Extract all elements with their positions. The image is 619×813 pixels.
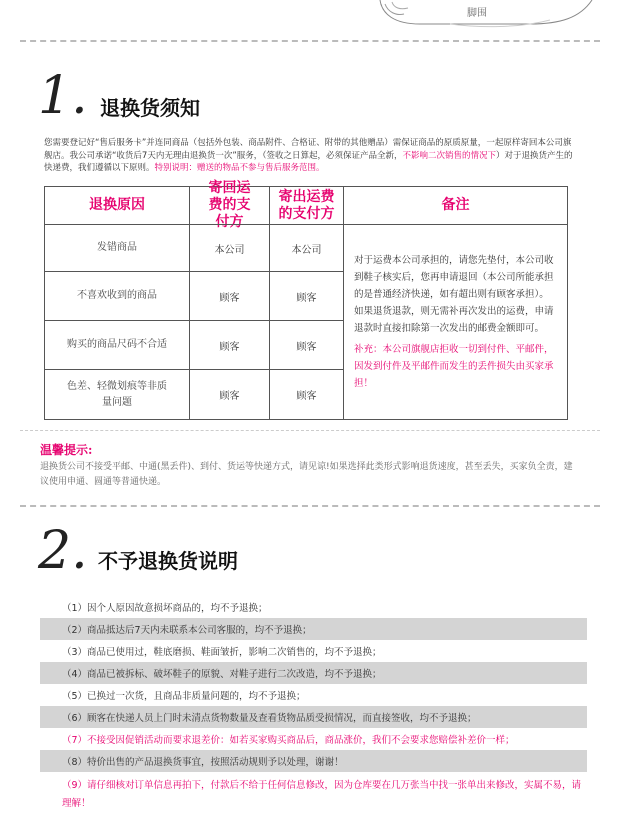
header-send-fee: 寄出运费的支付方 <box>269 186 344 225</box>
rule-item <box>40 772 587 812</box>
rule-item <box>40 750 587 772</box>
rule-text: （2）商品抵达后7天内未联系本公司客服的，均不予退换； <box>62 625 312 636</box>
rule-text: （5）已换过一次货，且商品非质量问题的，均不予退换； <box>62 691 306 702</box>
row-send-fee: 顾客 <box>269 320 344 370</box>
intro-text: 您需要登记好“售后服务卡”并连同商品（包括外包装、商品附件、合格证、附带的其他赠品）需保证商品的原质原量，一起原样寄回本公司旗舰店。我公司承诺“收货后7天内无理由退换货一次”服务，（签收之日算起，必须保证产品全新， <box>44 138 572 161</box>
rule-item <box>40 706 587 728</box>
rule-item <box>40 596 587 618</box>
row-return-fee: 顾客 <box>189 369 270 420</box>
rule-item <box>40 618 587 640</box>
intro-highlight: 不影响二次销售的情况下 <box>402 150 496 161</box>
section-1-title: 退换货须知 <box>100 96 200 120</box>
rule-text: （4）商品已被拆标、破坏鞋子的原貌、对鞋子进行二次改造，均不予退换； <box>62 669 382 680</box>
header-return-fee: 寄回运费的支付方 <box>189 186 270 225</box>
row-send-fee: 顾客 <box>269 369 344 420</box>
rule-text: （3）商品已使用过，鞋底磨损、鞋面皱折，影响二次销售的，均不予退换； <box>62 647 382 658</box>
row-reason: 不喜欢收到的商品 <box>44 271 190 321</box>
note-cell <box>343 224 568 420</box>
rule-item <box>40 640 587 662</box>
row-reason: 发错商品 <box>44 224 190 272</box>
tips-title: 温馨提示: <box>40 443 93 457</box>
section-2-title: 不予退换货说明 <box>98 549 238 573</box>
header-note: 备注 <box>343 186 568 225</box>
rule-text: （1）因个人原因故意损坏商品的，均不予退换； <box>62 603 268 614</box>
header-reason: 退换原因 <box>44 186 190 225</box>
divider <box>20 430 600 431</box>
row-reason: 购买的商品尺码不合适 <box>44 320 190 370</box>
note-supplement: 补充：本公司旗舰店拒收一切到付件、平邮件，因发到付件及平邮件而发生的丢件损失由买家承担！ <box>354 344 554 389</box>
row-reason: 色差、轻微划痕等非质量问题 <box>44 369 190 420</box>
row-send-fee: 本公司 <box>269 224 344 272</box>
rule-item <box>40 662 587 684</box>
divider <box>20 40 600 42</box>
section-1-number: 1. <box>38 66 88 126</box>
note-text: 对于运费本公司承担的，请您先垫付，本公司收到鞋子核实后，您再申请退回（本公司所能承担的是普通经济快递，如有超出则有顾客承担）。如果退货退款，则无需补再次发出的运费，申请退款时直接扣除第一次发出的邮费金额即可。 <box>354 255 554 334</box>
rule-item <box>40 728 587 750</box>
intro-tail: ）对于退换货产生的快递费，我们遵循以下原则。 <box>44 150 573 173</box>
divider <box>20 505 600 507</box>
row-send-fee: 顾客 <box>269 271 344 321</box>
foot-size-label: 脚围 <box>467 8 487 19</box>
rule-text: （8）特价出售的产品退换货事宜，按照活动规则予以处理，谢谢！ <box>62 757 344 768</box>
tips-body: 退换货公司不接受平邮、中通(黑丢件)、到付、货运等快递方式，请见谅!如果选择此类形式影响退货速度，甚至丢失，买家负全责，建议使用申通、圆通等普通快递。 <box>40 462 573 487</box>
rule-item <box>40 684 587 706</box>
row-return-fee: 本公司 <box>189 224 270 272</box>
row-return-fee: 顾客 <box>189 271 270 321</box>
section-2-number: 2. <box>38 521 88 581</box>
rule-text: （6）顾客在快递人员上门时未清点货物数量及查看货物品质受损情况，而直接签收，均不予退换； <box>62 713 477 724</box>
intro-special-note: 特别说明：赠送的物品不参与售后服务范围。 <box>154 163 325 173</box>
row-return-fee: 顾客 <box>189 320 270 370</box>
return-fee-table <box>44 180 568 420</box>
rule-text: （7）不接受因促销活动而要求退差价：如若买家购买商品后，商品涨价，我们不会要求您赔偿补差价一样； <box>62 735 515 746</box>
rule-text: （9）请仔细核对订单信息再拍下，付款后不给于任何信息修改，因为仓库要在几万张当中找一张单出来修改，实属不易，请理解！ <box>62 780 582 809</box>
return-policy-intro <box>44 137 578 175</box>
